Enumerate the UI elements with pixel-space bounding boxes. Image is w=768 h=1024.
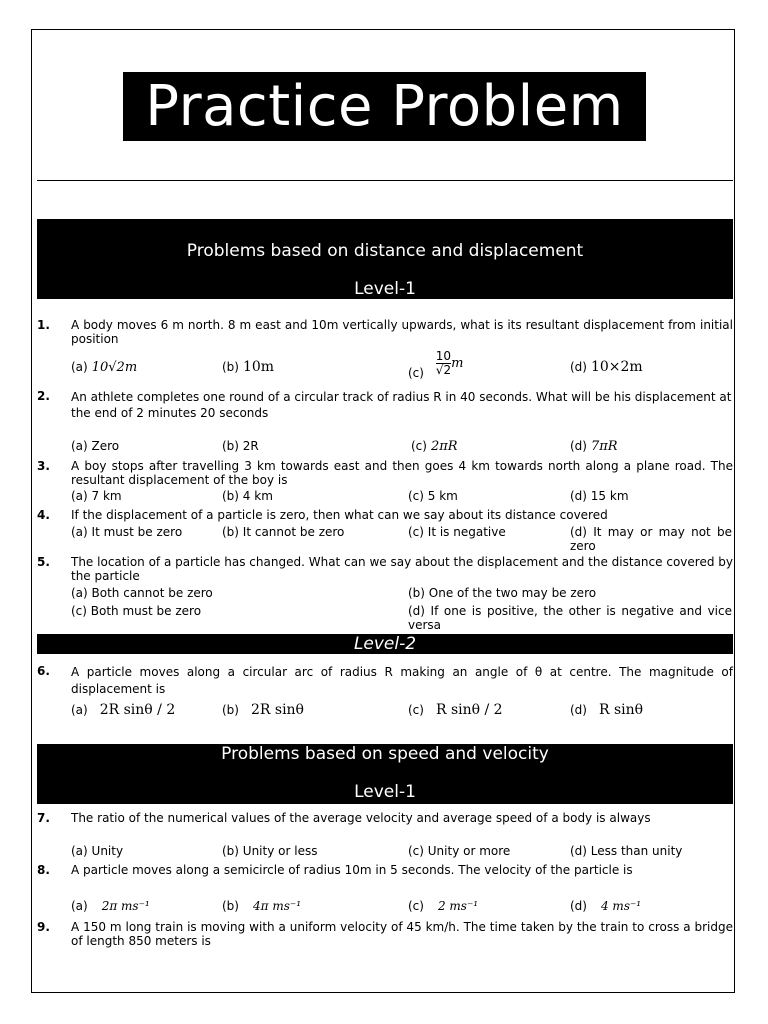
option-d: (d) Less than unity: [570, 844, 683, 858]
section-header-distance: [37, 219, 733, 299]
option-b: (b) 2R: [222, 439, 259, 453]
question-text: A boy stops after travelling 3 km towards east and then goes 4 km towards north along a plane road. The resultant displacement of the boy is: [71, 459, 733, 487]
option-c: (c) R sinθ / 2: [408, 702, 503, 718]
option-c: (c) 2πR: [411, 439, 458, 454]
question-3: [37, 459, 733, 487]
question-number: 9.: [37, 920, 50, 934]
question-number: 1.: [37, 318, 50, 332]
level-2-header: Level-2: [37, 634, 733, 654]
question-number: 6.: [37, 664, 50, 678]
question-text: The ratio of the numerical values of the average velocity and average speed of a body is always: [71, 811, 651, 825]
option-c: (c) 5 km: [408, 489, 458, 503]
question-text: The location of a particle has changed. What can we say about the displacement and the distance covered by the particle: [71, 555, 733, 583]
option-c: (c) It is negative: [408, 525, 506, 539]
option-b: (b) Unity or less: [222, 844, 318, 858]
option-d: (d) It may or may not be zero: [570, 525, 732, 553]
option-a: (a) It must be zero: [71, 525, 183, 539]
option-a: (a) 7 km: [71, 489, 122, 503]
option-d: (d) 10×2m: [570, 359, 643, 375]
title-divider: [37, 180, 733, 181]
option-a: (a) Unity: [71, 844, 124, 858]
question-8: [37, 863, 733, 877]
option-b: (b) 10m: [222, 359, 275, 375]
option-c: (c) Both must be zero: [71, 604, 202, 618]
question-2: [37, 389, 733, 421]
option-a: (a) Zero: [71, 439, 120, 453]
option-b: (b) It cannot be zero: [222, 525, 345, 539]
page-title: Practice Problem: [123, 72, 646, 141]
question-number: 5.: [37, 555, 50, 569]
question-text: A 150 m long train is moving with a uniform velocity of 45 km/h. The time taken by the train to cross a bridge of length 850 meters is: [71, 920, 733, 948]
question-number: 2.: [37, 389, 50, 403]
option-a: (a) Both cannot be zero: [71, 586, 213, 600]
option-a: (a) 2π ms⁻¹: [71, 899, 150, 913]
option-a: (a) 2R sinθ / 2: [71, 702, 176, 718]
question-number: 8.: [37, 863, 50, 877]
section-heading: Problems based on speed and velocity: [221, 744, 549, 764]
level-label: Level-1: [354, 279, 416, 299]
option-d: (d) 4 ms⁻¹: [570, 899, 642, 913]
option-c: (c) Unity or more: [408, 844, 511, 858]
option-d: (d) If one is positive, the other is negative and vice versa: [408, 604, 732, 632]
question-9: [37, 920, 733, 948]
question-6: [37, 664, 733, 694]
option-d: (d) 7πR: [570, 439, 618, 454]
option-b: (b) 4π ms⁻¹: [222, 899, 302, 913]
option-b: (b) 2R sinθ: [222, 702, 304, 718]
question-number: 4.: [37, 508, 50, 522]
option-c: (c) $\frac{10}{√2}$ m: [408, 349, 464, 380]
question-text: An athlete completes one round of a circular track of radius R in 40 seconds. What will be his displacement at the end of 2 minutes 20 seconds: [71, 390, 732, 420]
option-b: (b) One of the two may be zero: [408, 586, 597, 600]
question-number: 3.: [37, 459, 50, 473]
level-label: Level-1: [354, 782, 416, 802]
option-b: (b) 4 km: [222, 489, 273, 503]
option-d: (d) 15 km: [570, 489, 629, 503]
question-text: A particle moves along a semicircle of radius 10m in 5 seconds. The velocity of the particle is: [71, 863, 633, 877]
question-text: A particle moves along a circular arc of radius R making an angle of θ at centre. The magnitude of displacement is: [71, 665, 733, 696]
question-5: [37, 555, 733, 583]
question-1: [37, 318, 733, 388]
section-header-speed: [37, 744, 733, 804]
question-text: If the displacement of a particle is zero, then what can we say about its distance covered: [71, 508, 608, 522]
option-d: (d) R sinθ: [570, 702, 644, 718]
question-4: [37, 508, 733, 522]
question-text: A body moves 6 m north. 8 m east and 10m vertically upwards, what is its resultant displacement from initial position: [71, 318, 733, 346]
section-heading: Problems based on distance and displacement: [186, 241, 584, 261]
question-7: [37, 811, 733, 825]
question-number: 7.: [37, 811, 50, 825]
option-c: (c) 2 ms⁻¹: [408, 899, 479, 913]
option-a: (a) 10√2m: [71, 360, 138, 375]
